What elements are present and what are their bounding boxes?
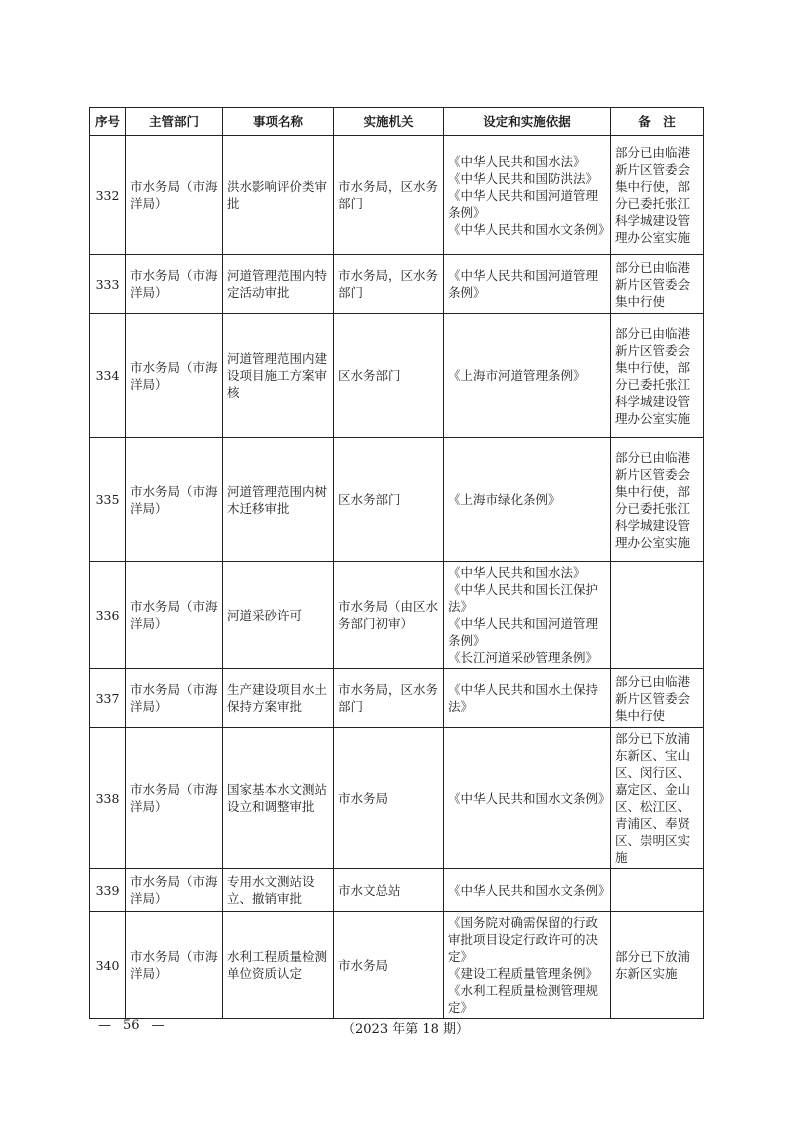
table-row: [90, 562, 704, 669]
row-department: 市水务局（市海洋局）: [126, 728, 223, 869]
basis-line: 《中华人民共和国河道管理条例》: [448, 616, 599, 648]
basis-line: 《中华人民共和国河道管理条例》: [448, 187, 599, 220]
row-note: 部分已下放浦东新区、宝山区、闵行区、嘉定区、金山区、松江区、青浦区、奉贤区、崇明区实施: [611, 728, 704, 869]
page-dash-left: —: [98, 1018, 111, 1033]
row-item-name: 生产建设项目水土保持方案审批: [223, 669, 334, 728]
basis-line: 《中华人民共和国水法》: [448, 153, 586, 169]
row-note: [611, 562, 704, 669]
row-department: 市水务局（市海洋局）: [126, 314, 223, 438]
basis-line: 《中华人民共和国水文条例》: [448, 221, 611, 237]
row-agency: 市水务局，区水务部门: [334, 255, 444, 314]
row-department: 市水务局（市海洋局）: [126, 669, 223, 728]
header-serial: 序号: [90, 108, 126, 136]
row-number: 335: [90, 438, 126, 562]
row-number: 339: [90, 869, 126, 912]
basis-line: 《中华人民共和国水土保持法》: [448, 682, 599, 714]
issue-label: （2023 年第 18 期）: [342, 1022, 470, 1037]
basis-line: 《建设工程质量管理条例》: [448, 966, 599, 981]
table-row: [90, 728, 704, 869]
row-note: 部分已下放浦东新区实施: [611, 912, 704, 1019]
row-item-name: 水利工程质量检测单位资质认定: [223, 912, 334, 1019]
row-agency: 市水务局: [334, 912, 444, 1019]
row-department: 市水务局（市海洋局）: [126, 255, 223, 314]
row-note: 部分已由临港新片区管委会集中行使: [611, 669, 704, 728]
row-agency: 市水务局，区水务部门: [334, 136, 444, 255]
basis-line: 《中华人民共和国水文条例》: [448, 882, 611, 898]
row-basis: [444, 255, 611, 314]
table-row: [90, 314, 704, 438]
approval-items-table: [89, 107, 704, 1019]
row-item-name: 河道管理范围内树木迁移审批: [223, 438, 334, 562]
row-basis: [444, 562, 611, 669]
row-agency: 市水文总站: [334, 869, 444, 912]
page-number: [92, 1018, 171, 1033]
basis-line: 《水利工程质量检测管理规定》: [448, 983, 599, 1015]
row-basis: [444, 669, 611, 728]
row-basis: [444, 912, 611, 1019]
row-department: 市水务局（市海洋局）: [126, 869, 223, 912]
row-basis: [444, 314, 611, 438]
row-agency: 市水务局: [334, 728, 444, 869]
basis-line: 《国务院对确需保留的行政审批项目设定行政许可的决定》: [448, 915, 599, 964]
row-number: 334: [90, 314, 126, 438]
row-note: 部分已由临港新片区管委会集中行使，部分已委托张江科学城建设管理办公室实施: [611, 438, 704, 562]
basis-line: 《上海市绿化条例》: [448, 492, 561, 507]
table-row: [90, 255, 704, 314]
basis-line: 《中华人民共和国长江保护法》: [448, 582, 599, 614]
row-agency: 区水务部门: [334, 314, 444, 438]
row-agency: 区水务部门: [334, 438, 444, 562]
row-basis: [444, 438, 611, 562]
header-agency: 实施机关: [334, 108, 444, 136]
table-row: [90, 136, 704, 255]
table-row: [90, 869, 704, 912]
row-note: 部分已由临港新片区管委会集中行使: [611, 255, 704, 314]
page-dash-right: —: [151, 1018, 165, 1033]
row-note: 部分已由临港新片区管委会集中行使，部分已委托张江科学城建设管理办公室实施: [611, 136, 704, 255]
row-number: 340: [90, 912, 126, 1019]
basis-line: 《中华人民共和国水文条例》: [448, 790, 611, 806]
row-number: 336: [90, 562, 126, 669]
header-basis: 设定和实施依据: [444, 108, 611, 136]
basis-line: 《长江河道采砂管理条例》: [448, 650, 599, 665]
row-item-name: 河道采砂许可: [223, 562, 334, 669]
table-header-row: [90, 108, 704, 136]
row-basis: [444, 136, 611, 255]
row-note: [611, 869, 704, 912]
row-item-name: 河道管理范围内建设项目施工方案审核: [223, 314, 334, 438]
row-department: 市水务局（市海洋局）: [126, 562, 223, 669]
row-department: 市水务局（市海洋局）: [126, 136, 223, 255]
row-department: 市水务局（市海洋局）: [126, 438, 223, 562]
table-row: [90, 669, 704, 728]
header-department: 主管部门: [126, 108, 223, 136]
row-agency: 市水务局（由区水务部门初审）: [334, 562, 444, 669]
row-number: 333: [90, 255, 126, 314]
basis-line: 《中华人民共和国水法》: [448, 565, 586, 580]
row-item-name: 洪水影响评价类审批: [223, 136, 334, 255]
row-number: 337: [90, 669, 126, 728]
row-department: 市水务局（市海洋局）: [126, 912, 223, 1019]
header-note: 备 注: [611, 108, 704, 136]
row-note: 部分已由临港新片区管委会集中行使，部分已委托张江科学城建设管理办公室实施: [611, 314, 704, 438]
row-basis: [444, 728, 611, 869]
basis-line: 《上海市河道管理条例》: [448, 368, 586, 383]
row-number: 338: [90, 728, 126, 869]
header-item-name: 事项名称: [223, 108, 334, 136]
row-agency: 市水务局，区水务部门: [334, 669, 444, 728]
table-row: [90, 438, 704, 562]
row-number: 332: [90, 136, 126, 255]
row-basis: [444, 869, 611, 912]
page-number-value: 56: [123, 1018, 140, 1033]
table-row: [90, 912, 704, 1019]
row-item-name: 河道管理范围内特定活动审批: [223, 255, 334, 314]
row-item-name: 国家基本水文测站设立和调整审批: [223, 728, 334, 869]
basis-line: 《中华人民共和国河道管理条例》: [448, 268, 599, 300]
row-item-name: 专用水文测站设立、撤销审批: [223, 869, 334, 912]
basis-line: 《中华人民共和国防洪法》: [448, 170, 599, 186]
